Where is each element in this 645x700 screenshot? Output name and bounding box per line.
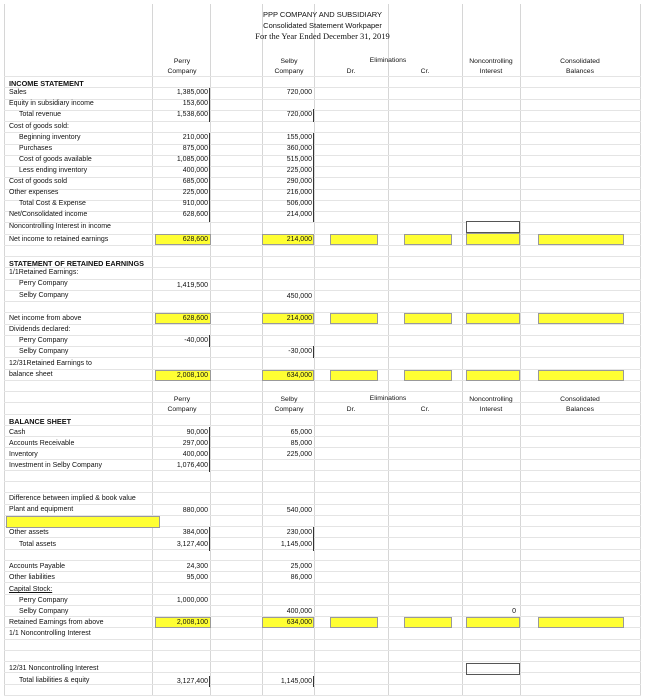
grid-line [4,650,641,651]
selby-value: 1,145,000 [280,541,312,548]
perry-value: 95,000 [186,574,208,581]
grid-line [4,357,641,358]
cell-border [209,88,210,122]
row-label: Net income from above [9,315,82,322]
selby-value: 506,000 [286,200,312,207]
selby-value: 400,000 [286,608,312,615]
grid-line [4,144,641,145]
grid-line [4,346,641,347]
grid-line [4,639,641,640]
row-label: Net income to retained earnings [9,236,109,243]
grid-line [4,279,641,280]
grid-line [4,245,641,246]
grid-line [4,4,5,696]
selby-value: 214,000 [286,236,312,243]
grid-line [4,571,641,572]
cr-input-cell[interactable] [404,617,452,628]
perry-value: 1,085,000 [176,156,208,163]
grid-line [4,177,641,178]
consolidated-column-header: Consolidated Balances [560,58,600,75]
perry-value: 1,419,500 [176,282,208,289]
selby-value: 450,000 [286,293,312,300]
row-label: Selby Company [19,348,69,355]
row-label: Investment in Selby Company [9,462,102,469]
grid-line [4,290,641,291]
grid-line [4,481,641,482]
grid-line [4,335,641,336]
grid-line [4,121,641,122]
row-label: Retained Earnings from above [9,619,104,626]
nci-input-cell[interactable] [466,313,520,324]
row-label: Equity in subsidiary income [9,100,94,107]
row-label: Accounts Payable [9,563,66,570]
row-label: Perry Company [19,280,68,287]
selby-value: 230,000 [286,529,312,536]
workpaper-title: Consolidated Statement Workpaper [263,21,382,30]
grid-line [388,4,389,696]
grid-line [4,605,641,606]
grid-line [4,549,641,550]
retained-earnings-heading: STATEMENT OF RETAINED EARNINGS [9,259,144,268]
row-label: Selby Company [19,608,69,615]
row-label: Noncontrolling Interest in income [9,223,111,230]
row-label: Less ending inventory [19,167,88,174]
dr-input-cell[interactable] [330,617,378,628]
row-label: Capital Stock: [9,586,53,593]
row-label: Other expenses [9,189,59,196]
perry-value: 400,000 [182,451,208,458]
selby-value: 225,000 [286,451,312,458]
row-label: 1/1Retained Earnings: [9,269,79,276]
grid-line [4,87,641,88]
row-label: Purchases [19,145,53,152]
row-label: 12/31 Noncontrolling Interest [9,665,99,672]
grid-line [4,189,641,190]
consolidated-input-cell[interactable] [538,313,624,324]
row-label: Net/Consolidated income [9,211,88,218]
consolidated-input-cell[interactable] [538,370,624,381]
perry-value: 225,000 [182,189,208,196]
row-label: Accounts Receivable [9,440,75,447]
perry-value: 1,000,000 [176,597,208,604]
perry-value: 1,385,000 [176,89,208,96]
selby-value: 216,000 [286,189,312,196]
cell-border [313,676,314,687]
debit-header: Dr. [346,406,356,413]
perry-value: 628,600 [182,211,208,218]
perry-value: 24,300 [186,563,208,570]
nci-input-cell[interactable] [466,663,520,675]
grid-line [520,4,521,696]
grid-line [4,256,641,257]
selby-value: 360,000 [286,145,312,152]
row-label: Other liabilities [9,574,55,581]
consolidated-column-header: Consolidated Balances [560,396,600,413]
grid-line [4,301,641,302]
cell-border [313,109,314,122]
grid-line [4,492,641,493]
grid-line [4,695,641,696]
selby-value: 65,000 [290,429,312,436]
row-label: 12/31Retained Earnings to [9,360,92,367]
grid-line [4,425,641,426]
grid-line [4,447,641,448]
grid-line [4,537,641,538]
eliminations-header: Eliminations [369,395,407,402]
perry-value: 1,076,400 [176,462,208,469]
row-label: Total liabilities & equity [19,677,90,684]
cell-border [313,346,314,358]
row-label: Cost of goods sold [9,178,67,185]
row-label: 1/1 Noncontrolling Interest [9,630,91,637]
row-label: Inventory [9,451,38,458]
consolidated-input-cell[interactable] [538,617,624,628]
credit-header: Cr. [420,406,430,413]
grid-line [152,4,153,696]
perry-value: 2,008,100 [176,619,208,626]
grid-line [210,4,211,696]
perry-value: 297,000 [182,440,208,447]
selby-value: 634,000 [286,619,312,626]
cr-input-cell[interactable] [404,234,452,245]
perry-value: 1,538,600 [176,111,208,118]
grid-line [4,672,641,673]
nci-column-header: Noncontrolling Interest [469,58,513,75]
workpaper-period: For the Year Ended December 31, 2019 [255,31,390,41]
row-label: Perry Company [19,337,68,344]
selby-value: 634,000 [286,372,312,379]
perry-value: 384,000 [182,529,208,536]
perry-value: 210,000 [182,134,208,141]
credit-header: Cr. [420,68,430,75]
selby-column-header: Selby Company [274,396,304,413]
nci-input-cell[interactable] [466,233,520,245]
income-statement-heading: INCOME STATEMENT [9,79,84,88]
perry-value: 628,600 [182,315,208,322]
dr-input-cell[interactable] [330,313,378,324]
grid-line [4,560,641,561]
cr-input-cell[interactable] [404,313,452,324]
row-label: Sales [9,89,27,96]
perry-value: 3,127,400 [176,541,208,548]
selby-value: 720,000 [286,89,312,96]
perry-value: 400,000 [182,167,208,174]
balance-sheet-heading: BALANCE SHEET [9,417,72,426]
perry-value: 875,000 [182,145,208,152]
grid-line [4,132,641,133]
grid-line [314,4,315,696]
cell-border [209,527,210,551]
selby-value: 155,000 [286,134,312,141]
nci-input-cell[interactable] [466,221,520,233]
selby-value: 86,000 [290,574,312,581]
selby-column-header: Selby Company [274,58,304,75]
workpaper-company-title: PPP COMPANY AND SUBSIDIARY [262,10,383,19]
perry-value: 880,000 [182,507,208,514]
row-label: Cash [9,429,26,436]
label-input-cell[interactable] [6,516,160,528]
selby-value: 1,145,000 [280,678,312,685]
perry-value: 685,000 [182,178,208,185]
row-label: Dividends declared: [9,326,71,333]
grid-line [4,110,641,111]
perry-value: -40,000 [184,337,208,344]
selby-value: 25,000 [290,563,312,570]
grid-line [4,166,641,167]
row-label: Total assets [19,541,56,548]
dr-input-cell[interactable] [330,370,378,381]
debit-header: Dr. [346,68,356,75]
nci-column-header: Noncontrolling Interest [469,396,513,413]
cell-border [209,335,210,347]
grid-line [4,661,641,662]
perry-value: 910,000 [182,200,208,207]
grid-line [4,470,641,471]
grid-line [4,594,641,595]
eliminations-header: Eliminations [369,57,407,64]
perry-value: 153,600 [182,100,208,107]
grid-line [4,436,641,437]
selby-value: 214,000 [286,211,312,218]
grid-line [4,324,641,325]
nci-input-cell[interactable] [466,370,520,381]
row-label: Perry Company [19,597,68,604]
selby-value: 540,000 [286,507,312,514]
perry-column-header: Perry Company [167,396,197,413]
row-label: Cost of goods sold: [9,123,69,130]
row-label: balance sheet [9,371,53,378]
perry-value: 90,000 [186,429,208,436]
nci-value: 0 [512,608,516,615]
perry-column-header: Perry Company [167,58,197,75]
grid-line [640,4,641,696]
row-label: Cost of goods available [19,156,92,163]
grid-line [462,4,463,696]
row-label: Other assets [9,529,49,536]
grid-line [4,99,641,100]
selby-value: -30,000 [288,348,312,355]
grid-line [4,459,641,460]
cr-input-cell[interactable] [404,370,452,381]
cell-border [209,676,210,687]
grid-line [4,200,641,201]
perry-value: 3,127,400 [176,678,208,685]
consolidated-input-cell[interactable] [538,234,624,245]
row-label: Beginning inventory [19,134,81,141]
grid-line [4,155,641,156]
cell-border [313,527,314,551]
nci-input-cell[interactable] [466,617,520,628]
grid-line [4,582,641,583]
row-label: Difference between implied & book value [9,495,136,502]
selby-value: 85,000 [290,440,312,447]
selby-value: 214,000 [286,315,312,322]
grid-line [4,504,641,505]
grid-line [4,684,641,685]
perry-value: 628,600 [182,236,208,243]
selby-value: 225,000 [286,167,312,174]
selby-value: 720,000 [286,111,312,118]
grid-line [4,211,641,212]
perry-value: 2,008,100 [176,372,208,379]
dr-input-cell[interactable] [330,234,378,245]
grid-line [4,391,641,392]
row-label: Total revenue [19,111,62,118]
selby-value: 290,000 [286,178,312,185]
row-label: Plant and equipment [9,506,74,513]
cell-border [209,133,210,222]
selby-value: 515,000 [286,156,312,163]
cell-border [313,133,314,222]
row-label: Selby Company [19,292,69,299]
cell-border [209,427,210,472]
row-label: Total Cost & Expense [19,200,86,207]
